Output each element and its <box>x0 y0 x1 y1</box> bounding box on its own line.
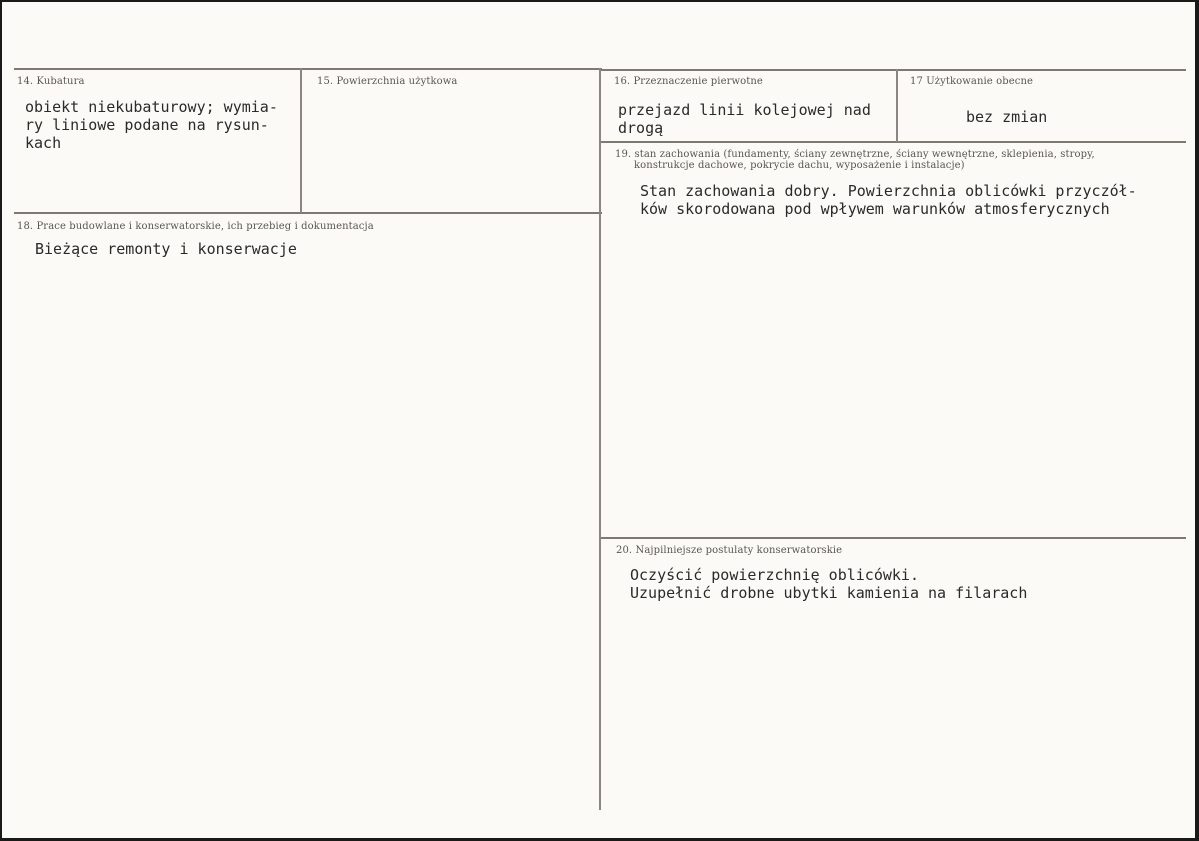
field-18-label: 18. Prace budowlane i konserwatorskie, ich przebieg i dokumentacja <box>17 221 374 232</box>
field-14-label: 14. Kubatura <box>17 76 85 87</box>
rule-row2-right <box>600 141 1186 143</box>
field-18-value: Bieżące remonty i konserwacje <box>35 240 297 258</box>
field-19-label-line2: konstrukcje dachowe, pokrycie dachu, wyposażenie i instalacje) <box>634 160 965 171</box>
field-14-value: obiekt niekubaturowy; wymia- ry liniowe podane na rysun- kach <box>25 98 278 152</box>
top-rule-right <box>600 69 1186 71</box>
rule-row2-left <box>14 212 602 214</box>
top-rule-left <box>14 68 602 70</box>
center-divider <box>599 68 601 810</box>
field-17-value: bez zmian <box>966 108 1048 126</box>
document-card <box>2 2 1195 838</box>
divider-14-15 <box>300 68 302 213</box>
field-19-label-line1: 19. stan zachowania (fundamenty, ściany zewnętrzne, ściany wewnętrzne, sklepienia, stropy, <box>615 149 1095 160</box>
field-15-label: 15. Powierzchnia użytkowa <box>317 76 458 87</box>
divider-16-17 <box>896 69 898 142</box>
field-19-value: Stan zachowania dobry. Powierzchnia oblicówki przyczół- ków skorodowana pod wpływem warunków atmosferycznych <box>640 182 1137 218</box>
field-16-label: 16. Przeznaczenie pierwotne <box>614 76 763 87</box>
field-20-value: Oczyścić powierzchnię oblicówki. Uzupełnić drobne ubytki kamienia na filarach <box>630 566 1028 602</box>
field-17-label: 17 Użytkowanie obecne <box>910 76 1034 87</box>
field-20-label: 20. Najpilniejsze postulaty konserwatorskie <box>616 545 843 556</box>
rule-field20 <box>600 537 1186 539</box>
field-16-value: przejazd linii kolejowej nad drogą <box>618 101 871 137</box>
